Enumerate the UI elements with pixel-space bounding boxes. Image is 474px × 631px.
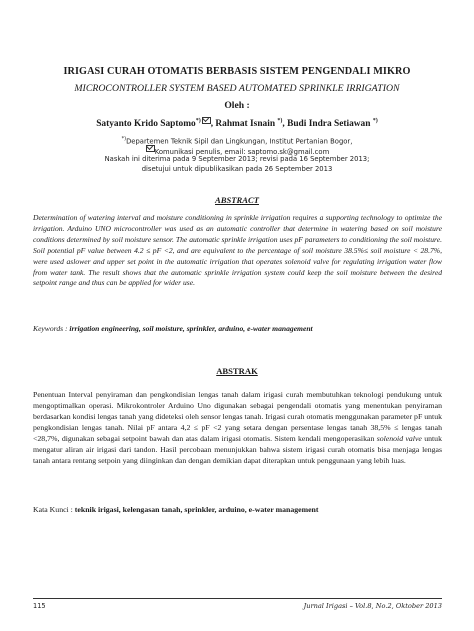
author-1: Satyanto Krido Saptomo [96, 119, 196, 129]
kata-kunci-label: Kata Kunci : [33, 505, 75, 514]
affiliation-mark: *) [121, 136, 127, 142]
paper-title: IRIGASI CURAH OTOMATIS BERBASIS SISTEM PENGENDALI MIKRO [63, 66, 411, 77]
approved-date: disetujui untuk dipublikasikan pada 26 September 2013 [141, 165, 333, 173]
keywords-label: Keywords : [33, 324, 70, 333]
author-list [30, 117, 444, 129]
abstrak-text-1: Penentuan Interval penyiraman dan pengkondisian lengas tanah dalam irigasi curah membutuhkan teknologi pendukung untuk mengoptimalkan operasi. Mikrokontroler Arduino Uno digunakan sebagai pengendali otomatis yang menentukan penyiraman berdasarkan kondisi lengas tanah yang dideteksi oleh sensor lengas tanah. Irigasi curah otomatis menggunakan parameter pF untuk pengkondisian lengas tanah. Nilai pF antara 4,2 ≤ pF <2 yang setara dengan persentase lengas tanah 38,5% ≤ lengas tanah <28,7%, digunakan sebagai setpoint bawah dan atas dalam irigasi otomatis. Sistem kendali mengoperasikan [33, 390, 443, 443]
abstract-heading: ABSTRACT [215, 195, 259, 205]
contact-email-text: Komunikasi penulis, email: saptomo.sk@gmail.com [154, 148, 330, 156]
received-date: Naskah ini diterima pada 9 September 2013; revisi pada 16 September 2013; [104, 155, 370, 163]
abstrak-text-2: untuk mengatur aliran air irigasi dari tandon. Hasil percobaan menunjukkan bahwa sistem irigasi curah otomatis bisa menjaga lengas tanah antara rentang setpoin yang diinginkan dan dengan demikian dapat diterapkan untuk penggunaan yang lebih luas. [33, 434, 442, 465]
affiliation-department [40, 136, 434, 145]
journal-citation: Jurnal Irigasi – Vol.8, No.2, Oktober 2013 [303, 602, 442, 610]
author-1-mark: *) [195, 117, 201, 124]
abstrak-body [33, 389, 442, 466]
author-2-mark: *) [277, 117, 283, 124]
by-label: Oleh : [224, 100, 250, 111]
keywords-text: irrigation engineering, soil moisture, sprinkler, arduino, e-water management [69, 324, 313, 333]
author-3: , Budi Indra Setiawan [282, 119, 371, 129]
footer-divider [33, 598, 442, 599]
kata-kunci-text: teknik irigasi, kelengasan tanah, sprinkler, arduino, e-water management [74, 505, 319, 514]
abstrak-heading: ABSTRAK [216, 366, 258, 376]
author-3-mark: *) [372, 117, 378, 124]
abstract-keywords [33, 324, 442, 333]
mail-icon [202, 117, 211, 124]
paper-subtitle: MICROCONTROLLER SYSTEM BASED AUTOMATED SPRINKLE IRRIGATION [74, 83, 400, 94]
affiliation-text: Departemen Teknik Sipil dan Lingkungan, Institut Pertanian Bogor, [126, 137, 353, 146]
abstract-body: Determination of watering interval and moisture conditioning in sprinkle irrigation requires a supporting technology to optimize the irrigation. Arduino UNO microcontroller was used as an automatic controller that determine in watering based on soil moisture conditions determined by soil moisture sensor. The automatic sprinkle irrigation uses pF parameters to conditioning the soil moisture. Soil potential pF value between 4.2 ≤ pF <2, and are equivalent to the percentage of soil moisture 38.5%≤ soil moisture < 28.7%, were used aslower and upper set point in the automatic irrigation that operates solenoid valve for regulating irrigation water flow from water tank. The result shows that the automatic sprinkle irrigation system could keep the soil moisture between the desired setpoint range and thus can be applied for wider use. [33, 213, 442, 288]
abstrak-keywords [33, 505, 442, 514]
mail-icon [146, 145, 155, 152]
page-number: 115 [33, 602, 46, 610]
author-2: , Rahmat Isnain [210, 119, 276, 129]
abstrak-italic-term: solenoid valve [376, 434, 422, 443]
